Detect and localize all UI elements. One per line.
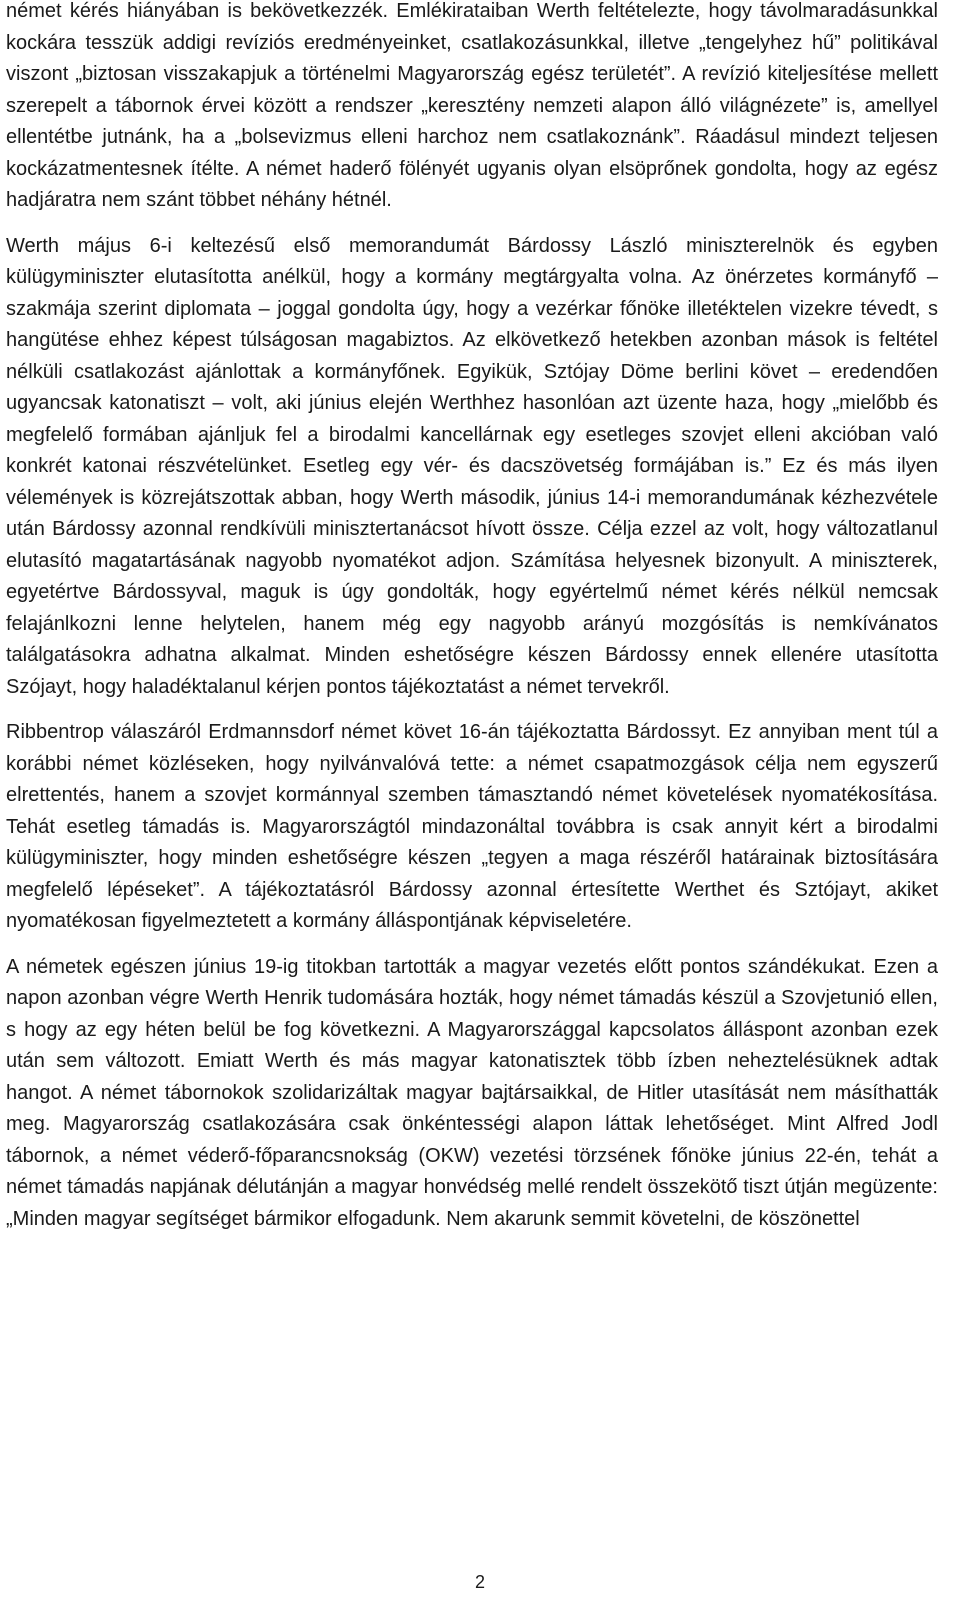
body-paragraph: német kérés hiányában is bekövetkezzék. Emlékirataiban Werth feltételezte, hogy távolmaradásunkkal kockára tesszük addigi revíziós eredményeinket, csatlakozásunkkal, illetve „tengelyhez hű” politikával viszont „biztosan visszakapjuk a történelmi Magyarország egész területét”. A revízió kiteljesítése mellett szerepelt a tábornok érvei között a rendszer „keresztény nemzeti alapon álló világnézete” is, amellyel ellentétbe jutnánk, ha a „bolsevizmus elleni harchoz nem csatlakoznánk”. Ráadásul mindezt teljesen kockázatmentesnek ítélte. A német haderő fölényét ugyanis olyan elsöprőnek gondolta, hogy az egész hadjáratra nem szánt többet néhány hétnél. <box>6 0 938 211</box>
body-paragraph: Werth május 6-i keltezésű első memorandumát Bárdossy László miniszterelnök és egyben külügyminiszter elutasította anélkül, hogy a kormány megtárgyalta volna. Az önérzetes kormányfő –szakmája szerint diplomata – joggal gondolta úgy, hogy a vezérkar főnöke illetéktelen vizekre tévedt, s hangütése ehhez képest túlságosan magabiztos. Az elkövetkező hetekben azonban mások is feltétel nélküli csatlakozást ajánlottak a kormányfőnek. Egyikük, Sztójay Döme berlini követ – eredendően ugyancsak katonatiszt – volt, aki június elején Werthhez hasonlóan azt üzente haza, hogy „mielőbb és megfelelő formában ajánljuk fel a birodalmi kancellárnak egy esetleges szovjet elleni akcióban való konkrét katonai részvételünket. Esetleg egy vér- és dacszövetség formájában is.” Ez és más ilyen vélemények is közrejátszottak abban, hogy Werth második, június 14-i memorandumának kézhezvétele után Bárdossy azonnal rendkívüli minisztertanácsot hívott össze. Célja ezzel az volt, hogy változatlanul elutasító magatartásának nagyobb nyomatékot adjon. Számítása helyesnek bizonyult. A miniszterek, egyetértve Bárdossyval, maguk is úgy gondolták, hogy egyértelmű német kérés nélkül nemcsak felajánlkozni lenne helytelen, hanem még egy nagyobb arányú mozgósítás is nemkívánatos találgatásokra adhatna alkalmat. Minden eshetőségre készen Bárdossy ennek ellenére utasította Szójayt, hogy haladéktalanul kérjen pontos tájékoztatást a német tervekről. <box>6 234 938 698</box>
body-paragraph: A németek egészen június 19-ig titokban tartották a magyar vezetés előtt pontos szándékukat. Ezen a napon azonban végre Werth Henrik tudomására hozták, hogy német támadás készül a Szovjetunió ellen, s hogy az egy héten belül be fog következni. A Magyarországgal kapcsolatos álláspont azonban ezek után sem változott. Emiatt Werth és más magyar katonatisztek több ízben neheztelésüknek adtak hangot. A német tábornokok szolidarizáltak magyar bajtársaikkal, de Hitler utasítását nem másíthatták meg. Magyarország csatlakozására csak önkéntességi alapon láttak lehetőséget. Mint Alfred Jodl tábornok, a német véderő-főparancsnokság (OKW) vezetési törzsének főnöke június 22-én, tehát a német támadás napjának délutánján a magyar honvédség mellé rendelt összekötő tiszt útján megüzente: „Minden magyar segítséget bármikor elfogadunk. Nem akarunk semmit követelni, de köszönettel <box>6 955 938 1230</box>
page-number: 2 <box>474 1572 485 1592</box>
body-paragraph: Ribbentrop válaszáról Erdmannsdorf német követ 16-án tájékoztatta Bárdossyt. Ez annyiban ment túl a korábbi német közléseken, hogy nyilvánvalóvá tette: a német csapatmozgások célja nem egyszerű elrettentés, hanem a szovjet kormánnyal szemben támasztandó német követelések nyomatékosítása. Tehát esetleg támadás is. Magyarországtól mindazonáltal továbbra is csak annyit kért a birodalmi külügyminiszter, hogy minden eshetőségre készen „tegyen a maga részéről határainak biztosítására megfelelő lépéseket”. A tájékoztatásról Bárdossy azonnal értesítette Werthet és Sztójayt, akiket nyomatékosan figyelmeztetett a kormány álláspontjának képviseletére. <box>6 721 938 932</box>
